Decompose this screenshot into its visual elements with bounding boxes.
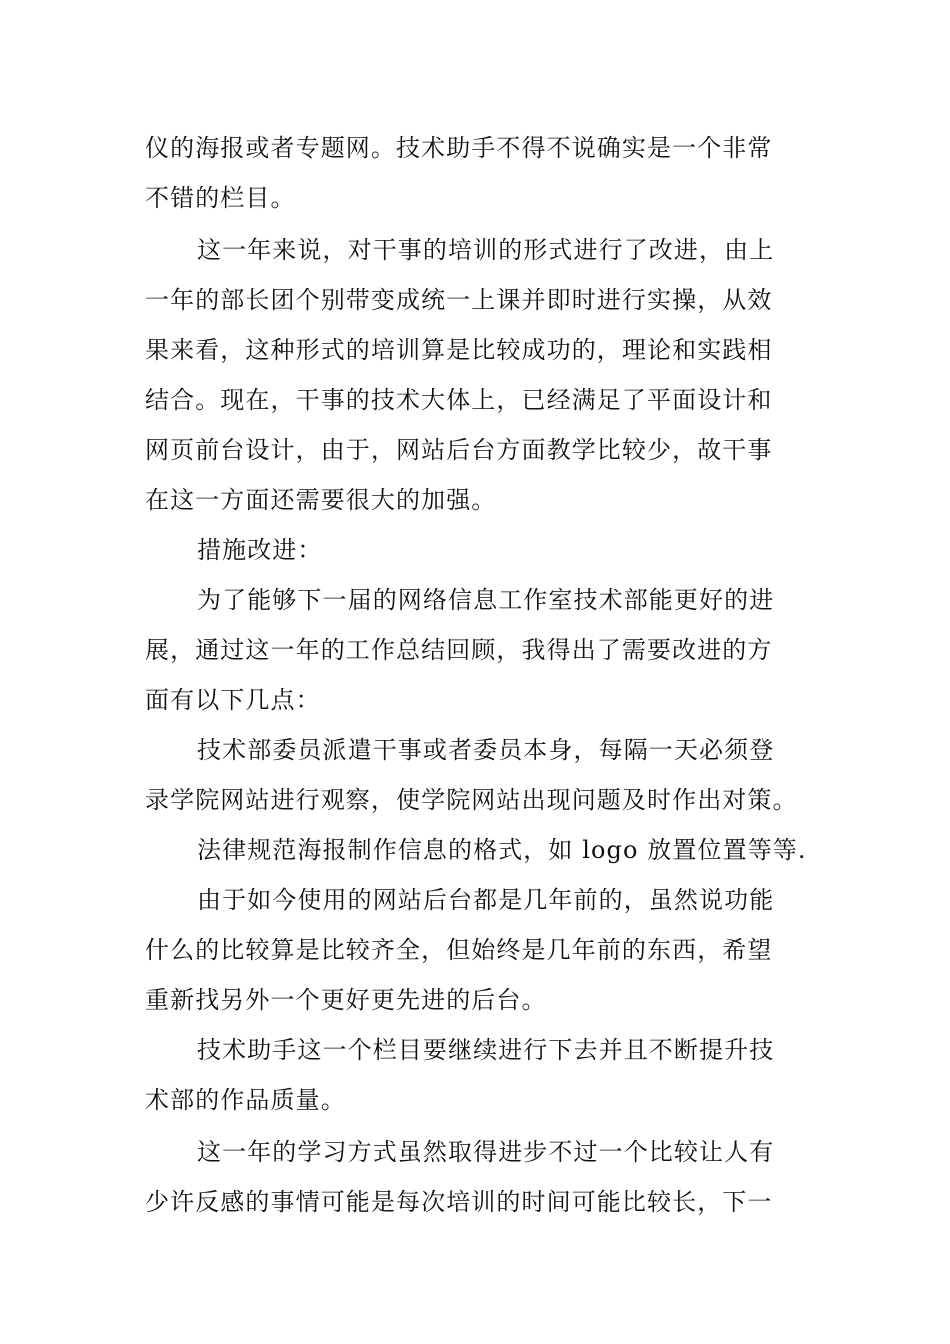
text-line: 为了能够下一届的网络信息工作室技术部能更好的进 (197, 586, 775, 614)
text-line: 这一年的学习方式虽然取得进步不过一个比较让人有 (197, 1138, 775, 1166)
text-line: 术部的作品质量。 (145, 1086, 346, 1114)
text-line: 技术助手这一个栏目要继续进行下去并且不断提升技 (197, 1036, 775, 1064)
text-line: 不错的栏目。 (145, 184, 296, 212)
text-line: 少许反感的事情可能是每次培训的时间可能比较长，下一 (145, 1188, 773, 1216)
text-line: 重新找另外一个更好更先进的后台。 (145, 986, 547, 1014)
text-line: 这一年来说，对干事的培训的形式进行了改进，由上 (197, 236, 775, 264)
text-line: 技术部委员派遣干事或者委员本身，每隔一天必须登 (197, 736, 775, 764)
text-line: 一年的部长团个别带变成统一上课并即时进行实操，从效 (145, 286, 773, 314)
text-line: 仪的海报或者专题网。技术助手不得不说确实是一个非常 (145, 134, 773, 162)
section-heading: 措施改进： (197, 536, 323, 564)
text-line: 面有以下几点： (145, 686, 321, 714)
text-line: 什么的比较算是比较齐全，但始终是几年前的东西，希望 (145, 936, 773, 964)
text-line: 法律规范海报制作信息的格式，如 logo 放置位置等等. (197, 836, 807, 864)
text-line: 录学院网站进行观察，使学院网站出现问题及时作出对策。 (145, 786, 798, 814)
text-line: 结合。现在，干事的技术大体上，已经满足了平面设计和 (145, 386, 773, 414)
text-line: 果来看，这种形式的培训算是比较成功的，理论和实践相 (145, 336, 773, 364)
text-line: 由于如今使用的网站后台都是几年前的，虽然说功能 (197, 886, 775, 914)
text-line: 网页前台设计，由于，网站后台方面教学比较少，故干事 (145, 436, 773, 464)
text-line: 展，通过这一年的工作总结回顾，我得出了需要改进的方 (145, 636, 773, 664)
text-line: 在这一方面还需要很大的加强。 (145, 486, 497, 514)
